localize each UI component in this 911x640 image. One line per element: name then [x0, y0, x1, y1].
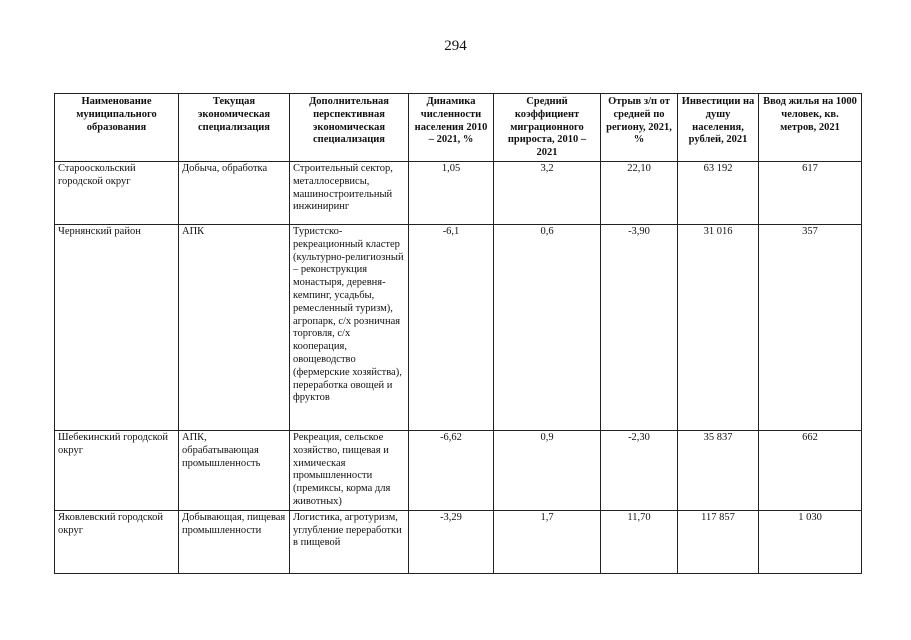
- cell-population-dynamics: -6,62: [409, 430, 494, 510]
- cell-name: Яковлевский городской округ: [55, 510, 179, 573]
- cell-additional-specialization: Рекреация, сельское хозяйство, пищевая и химическая промышленности (премиксы, корма для животных): [290, 430, 409, 510]
- cell-additional-specialization: Логистика, агротуризм, углубление переработки в пищевой: [290, 510, 409, 573]
- header-cell: Динамика численности населения 2010 – 2021, %: [409, 94, 494, 162]
- page-number: 294: [444, 38, 467, 54]
- header-cell: Средний коэффициент миграционного прироста, 2010 – 2021: [494, 94, 601, 162]
- cell-population-dynamics: -6,1: [409, 224, 494, 430]
- cell-wage-gap: 11,70: [601, 510, 678, 573]
- cell-additional-specialization: Строительный сектор, металлосервисы, машиностроительный инжиниринг: [290, 161, 409, 224]
- cell-wage-gap: 22,10: [601, 161, 678, 224]
- cell-additional-specialization: Туристско-рекреационный кластер (культурно-религиозный – реконструкция монастыря, деревня-кемпинг, усадьбы, ремесленный туризм), агропарк, с/х розничная торговля, с/х кооперация, овощеводство (фермерские хозяйства), переработка овощей и фруктов: [290, 224, 409, 430]
- cell-current-specialization: Добывающая, пищевая промышленности: [179, 510, 290, 573]
- cell-wage-gap: -2,30: [601, 430, 678, 510]
- table-row: [55, 430, 862, 510]
- cell-investment: 63 192: [678, 161, 759, 224]
- table-row: [55, 224, 862, 430]
- cell-housing: 1 030: [759, 510, 862, 573]
- cell-current-specialization: Добыча, обработка: [179, 161, 290, 224]
- cell-migration: 0,6: [494, 224, 601, 430]
- cell-migration: 0,9: [494, 430, 601, 510]
- cell-investment: 31 016: [678, 224, 759, 430]
- cell-migration: 1,7: [494, 510, 601, 573]
- table-header-row: [55, 94, 862, 162]
- cell-current-specialization: АПК: [179, 224, 290, 430]
- cell-investment: 35 837: [678, 430, 759, 510]
- header-cell: Текущая экономическая специализация: [179, 94, 290, 162]
- cell-migration: 3,2: [494, 161, 601, 224]
- header-cell: Ввод жилья на 1000 человек, кв. метров, 2021: [759, 94, 862, 162]
- table-row: [55, 161, 862, 224]
- header-cell: Наименование муниципального образования: [55, 94, 179, 162]
- cell-name: Чернянский район: [55, 224, 179, 430]
- cell-name: Старооскольский городской округ: [55, 161, 179, 224]
- cell-population-dynamics: 1,05: [409, 161, 494, 224]
- cell-housing: 357: [759, 224, 862, 430]
- header-cell: Дополнительная перспективная экономическая специализация: [290, 94, 409, 162]
- cell-housing: 617: [759, 161, 862, 224]
- header-cell: Инвестиции на душу населения, рублей, 2021: [678, 94, 759, 162]
- cell-current-specialization: АПК, обрабатывающая промышленность: [179, 430, 290, 510]
- cell-investment: 117 857: [678, 510, 759, 573]
- cell-name: Шебекинский городской округ: [55, 430, 179, 510]
- cell-population-dynamics: -3,29: [409, 510, 494, 573]
- table-row: [55, 510, 862, 573]
- cell-housing: 662: [759, 430, 862, 510]
- cell-wage-gap: -3,90: [601, 224, 678, 430]
- header-cell: Отрыв з/п от средней по региону, 2021, %: [601, 94, 678, 162]
- data-table: [54, 93, 862, 574]
